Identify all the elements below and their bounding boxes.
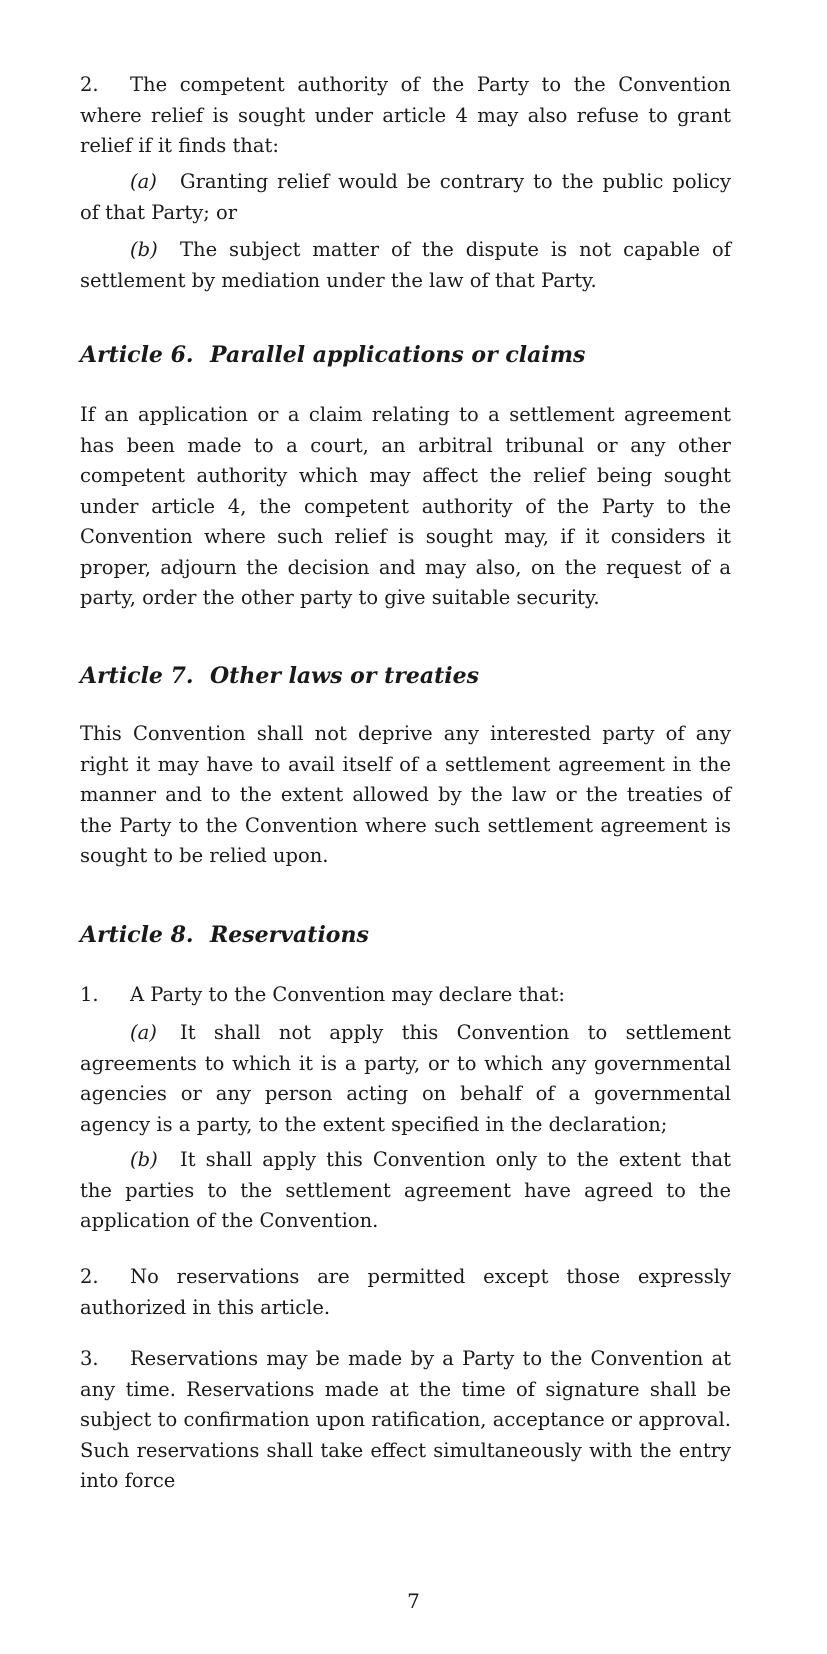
paragraph-number: 3. — [80, 1347, 99, 1370]
article-label: Article 7. — [80, 663, 194, 689]
page-number: 7 — [407, 1589, 420, 1613]
subparagraph-text: It shall not apply this Convention to settlement agreements to which it is a party, or to which any governmental agencies or any person acting on behalf of a governmental agency is a party, to the extent specified in the declaration; — [80, 1021, 731, 1136]
article-label: Article 6. — [80, 342, 194, 368]
article-7-text: This Convention shall not deprive any interested party of any right it may have to avail itself of a settlement agreement in the manner and to the extent allowed by the law or the treaties of the Party to the Convention where such settlement agreement is sought to be relied upon. — [80, 722, 731, 867]
paragraph-text: No reservations are permitted except those expressly authorized in this article. — [80, 1265, 731, 1319]
subparagraph-letter: (b) — [130, 238, 158, 261]
subparagraph-b — [80, 1145, 731, 1237]
subparagraph-text: It shall apply this Convention only to the extent that the parties to the settlement agreement have agreed to the application of the Convention. — [80, 1148, 731, 1232]
subparagraph-b — [80, 235, 731, 296]
subparagraph-text: Granting relief would be contrary to the public policy of that Party; or — [80, 170, 731, 224]
paragraph-text: The competent authority of the Party to the Convention where relief is sought under article 4 may also refuse to grant relief if it finds that: — [80, 73, 731, 157]
subparagraph-a — [80, 1018, 731, 1140]
article-title: Parallel applications or claims — [210, 342, 586, 368]
article-title: Other laws or treaties — [210, 663, 479, 689]
article-6-text: If an application or a claim relating to a settlement agreement has been made to a court, an arbitral tribunal or any other competent authority which may affect the relief being sought under article 4, the competent authority of the Party to the Convention where such relief is sought may, if it considers it proper, adjourn the decision and may also, on the request of a party, order the other party to give suitable security. — [80, 403, 731, 609]
subparagraph-letter: (a) — [130, 1021, 157, 1044]
subparagraph-a — [80, 167, 731, 228]
article-title: Reservations — [210, 922, 369, 948]
paragraph-8-1 — [80, 980, 731, 1011]
subparagraph-letter: (a) — [130, 170, 157, 193]
paragraph-number: 2. — [80, 73, 99, 96]
article-7-heading — [80, 661, 731, 691]
article-label: Article 8. — [80, 922, 194, 948]
article-6-heading — [80, 340, 731, 370]
subparagraph-text: The subject matter of the dispute is not capable of settlement by mediation under the law of that Party. — [80, 238, 731, 292]
paragraph-text: Reservations may be made by a Party to the Convention at any time. Reservations made at the time of signature shall be subject to confirmation upon ratification, acceptance or approval. Such reservations shall take effect simultaneously with the entry into force — [80, 1347, 731, 1492]
paragraph-5-2 — [80, 70, 731, 162]
article-8-heading — [80, 920, 731, 950]
paragraph-8-2 — [80, 1262, 731, 1323]
paragraph-8-3 — [80, 1344, 731, 1497]
paragraph-number: 2. — [80, 1265, 99, 1288]
subparagraph-letter: (b) — [130, 1148, 158, 1171]
paragraph-number: 1. — [80, 983, 99, 1006]
paragraph-text: A Party to the Convention may declare that: — [130, 983, 565, 1006]
